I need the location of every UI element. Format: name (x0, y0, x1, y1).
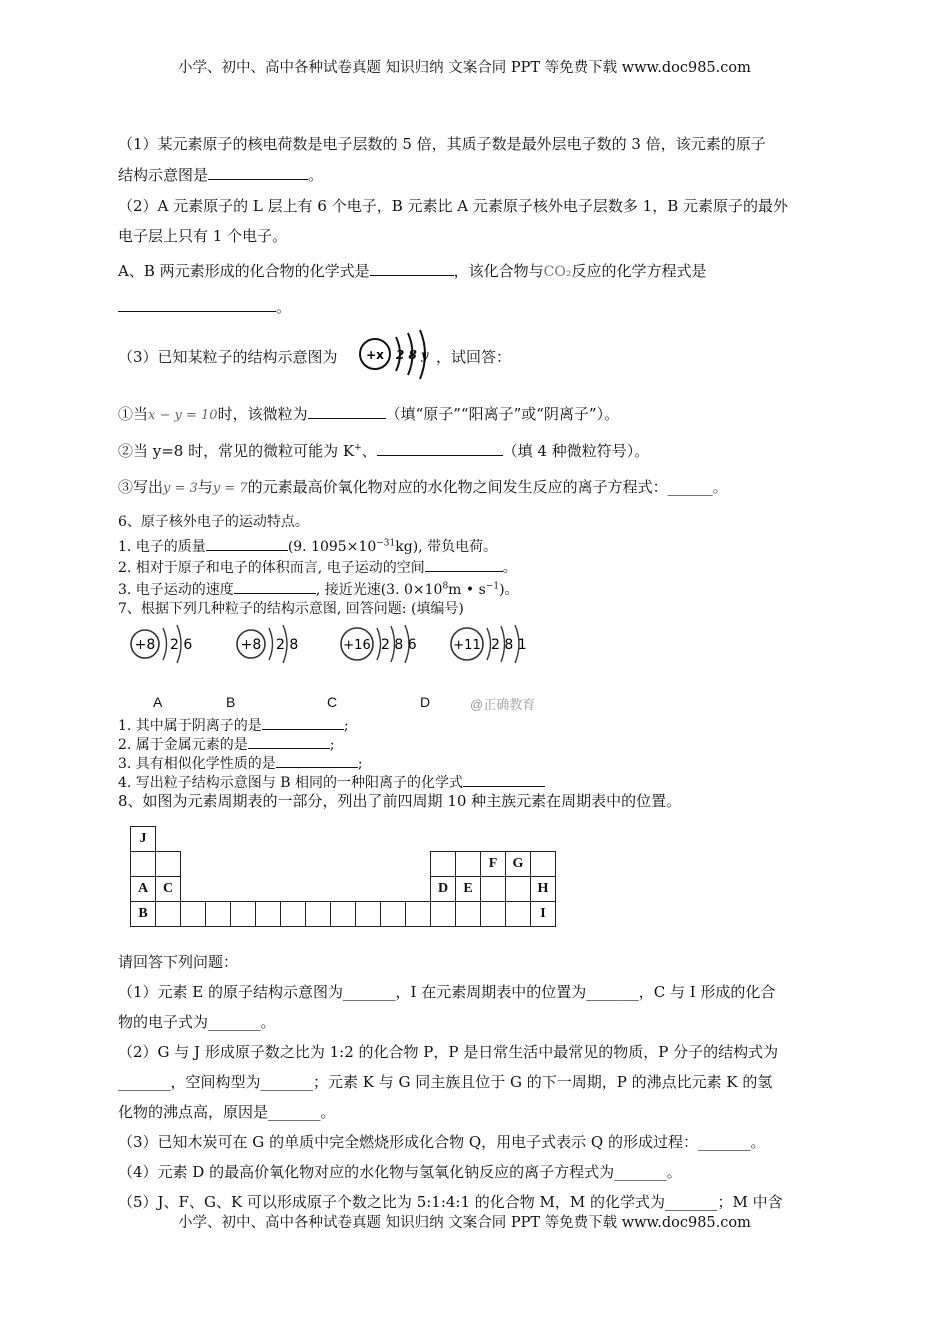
atom-diagram-d (445, 622, 535, 666)
q8-a1-line1: （1）元素 E 的原子结构示意图为_______，I 在元素周期表中的位置为_______，C 与 I 形成的化合 (118, 983, 776, 1001)
q6-line1 (118, 536, 497, 556)
q6-l3-post: )。 (499, 582, 519, 598)
answer-blank[interactable] (463, 772, 545, 787)
q8-a1-line2: 物的电子式为_______。 (118, 1013, 276, 1031)
q5-part3-intro: （3）已知某粒子的结构示意图为 (118, 348, 338, 366)
q7-line1 (118, 715, 349, 735)
q8-a2-line3: 化物的沸点高，原因是_______。 (118, 1103, 336, 1121)
answer-blank[interactable] (276, 753, 358, 768)
q5-part1-text: 结构示意图是 (118, 166, 209, 184)
q6-l1-post: kg), 带负电荷。 (395, 539, 498, 555)
pt-cell-g: G (506, 852, 531, 877)
pt-cell-d: D (431, 877, 456, 902)
q7-l1-text: 1. 其中属于阴离子的是 (118, 718, 262, 734)
q8-a5: （5）J、F、G、K 可以形成原子个数之比为 5:1:4:1 的化合物 M，M 的化学式为_______；M 中含 (118, 1193, 783, 1211)
answer-blank[interactable] (208, 165, 308, 180)
sub3-mid: 与 (197, 478, 213, 496)
shell-electrons: 2 8 y (395, 348, 429, 362)
q6-l3-mid: , 接近光速(3. 0×10 (315, 582, 443, 598)
sub2-lead: ②当 y=8 时，常见的微粒可能为 K (118, 442, 355, 460)
q6-title: 6、原子核外电子的运动特点。 (118, 514, 309, 530)
atom-diagram-a (125, 622, 200, 666)
atom-d-nucleus: +11 (453, 638, 481, 653)
q8-a2-line1: （2）G 与 J 形成原子数之比为 1:2 的化合物 P，P 是日常生活中最常见的物质，P 分子的结构式为 (118, 1043, 779, 1061)
pt-cell-f: F (481, 852, 506, 877)
q6-l3-sup1: 8 (442, 581, 449, 592)
q8-ask: 请回答下列问题： (118, 953, 239, 971)
q8-a3: （3）已知木炭可在 G 的单质中完全燃烧形成化合物 Q，用电子式表示 Q 的形成过程：_______。 (118, 1133, 766, 1151)
q6-line2 (118, 557, 517, 577)
q7-line2 (118, 734, 335, 754)
q5-sub2 (118, 441, 649, 460)
q5-part2-question: A、B 两元素形成的化合物的化学式是 (118, 262, 370, 280)
q6-l3-sup2: −1 (485, 581, 500, 592)
atom-diagram-c (335, 622, 425, 666)
pt-cell-h: H (531, 877, 556, 902)
answer-blank[interactable] (370, 261, 454, 276)
q5-part2-end: 。 (276, 298, 292, 316)
answer-blank[interactable] (425, 557, 503, 572)
co2-formula: CO₂ (543, 264, 572, 280)
sub2-mid: 、 (361, 442, 377, 460)
q6-l2-post: 。 (502, 560, 517, 576)
atom-label-a: A (153, 694, 163, 710)
atom-label-c: C (327, 694, 338, 710)
atom-c-shells: 2 8 6 (381, 637, 417, 653)
q5-part2-line1: （2）A 元素原子的 L 层上有 6 个电子，B 元素比 A 元素原子核外电子层数多 1，B 元素原子的最外 (118, 197, 788, 215)
q5-part3-prompt: ，试回答： (436, 348, 512, 366)
periodic-table-fragment (130, 826, 556, 927)
q6-l3-lead: 3. 电子运动的速度 (118, 582, 234, 598)
q6-l1-mid: (9. 1095×10 (287, 539, 377, 555)
q6-l3-mid2: m • s (448, 582, 486, 598)
q6-l1-lead: 1. 电子的质量 (118, 539, 206, 555)
q5-sub1 (118, 404, 619, 425)
q7-l2-text: 2. 属于金属元素的是 (118, 737, 248, 753)
page-footer: 小学、初中、高中各种试卷真题 知识归纳 文案合同 PPT 等免费下载 www.doc985.com (178, 1215, 751, 1231)
q8-a4: （4）元素 D 的最高价氧化物对应的水化物与氢氧化钠反应的离子方程式为_______。 (118, 1163, 682, 1181)
sub1-mid: 时，该微粒为 (217, 405, 308, 423)
atom-d-shells: 2 8 1 (491, 637, 527, 653)
answer-blank[interactable] (234, 579, 316, 594)
pt-cell-a: A (131, 877, 156, 902)
q8-a2-line2: _______，空间构型为_______；元素 K 与 G 同主族且位于 G 的下一周期，P 的沸点比元素 K 的氢 (118, 1073, 773, 1091)
atom-label-d: D (420, 694, 431, 710)
answer-blank[interactable] (308, 404, 386, 419)
sub1-formula: x − y = 10 (148, 408, 218, 423)
q7-line4 (118, 772, 545, 792)
q5-part1-end: 。 (308, 166, 324, 184)
sub1-lead: ①当 (118, 405, 149, 423)
atom-label-b: B (226, 694, 236, 710)
atom-b-nucleus: +8 (240, 637, 262, 653)
q6-line3 (118, 579, 519, 599)
pt-cell-c: C (156, 877, 181, 902)
q6-l1-sup: −31 (376, 538, 396, 549)
q7-l4-text: 4. 写出粒子结构示意图与 B 相同的一种阳离子的化学式 (118, 775, 463, 791)
pt-cell-e: E (456, 877, 481, 902)
particle-structure-diagram (356, 327, 436, 383)
q5-part2-line2: 电子层上只有 1 个电子。 (118, 227, 288, 245)
q7-title: 7、根据下列几种粒子的结构示意图, 回答问题: (填编号) (118, 601, 464, 617)
q5-sub3 (118, 478, 728, 498)
q5-part2-post: 反应的化学方程式是 (571, 262, 707, 280)
sub3-formula1: y = 3 (163, 481, 198, 496)
q5-part2-line3 (118, 261, 706, 281)
q8-title: 8、如图为元素周期表的一部分，列出了前四周期 10 种主族元素在周期表中的位置。 (118, 792, 682, 810)
pt-cell-j: J (131, 827, 156, 852)
watermark: @正确教育 (470, 697, 536, 712)
sub2-post: （填 4 种微粒符号）。 (502, 442, 650, 460)
q7-l1-end: ; (343, 718, 349, 734)
answer-blank[interactable] (262, 715, 344, 730)
q5-part2-line4 (118, 297, 291, 316)
atom-diagram-b (231, 622, 306, 666)
answer-blank[interactable] (206, 536, 288, 551)
sub1-post: （填“原子”“阳离子”或“阴离子”）。 (385, 405, 620, 423)
answer-blank[interactable] (248, 734, 330, 749)
q7-l3-text: 3. 具有相似化学性质的是 (118, 756, 276, 772)
answer-blank[interactable] (118, 297, 276, 312)
nucleus-charge: +x (366, 348, 384, 362)
sub3-lead: ③写出 (118, 478, 164, 496)
page-header: 小学、初中、高中各种试卷真题 知识归纳 文案合同 PPT 等免费下载 www.doc985.com (178, 60, 751, 76)
pt-cell-i: I (531, 902, 556, 927)
q5-part2-mid: ，该化合物与 (453, 262, 544, 280)
q5-part1-line2 (118, 165, 323, 184)
atom-a-nucleus: +8 (134, 637, 156, 653)
q6-l2-lead: 2. 相对于原子和电子的体积而言, 电子运动的空间 (118, 560, 425, 576)
q7-l2-end: ; (329, 737, 335, 753)
q5-part1-line1: （1）某元素原子的核电荷数是电子层数的 5 倍，其质子数是最外层电子数的 3 倍，该元素的原子 (118, 135, 766, 153)
sub2-sup: + (354, 443, 362, 453)
q7-line3 (118, 753, 363, 773)
atom-b-shells: 2 8 (276, 637, 299, 653)
pt-cell-b: B (131, 902, 156, 927)
q7-l3-end: ; (357, 756, 363, 772)
atom-a-shells: 2 6 (170, 637, 193, 653)
sub3-formula2: y = 7 (212, 481, 248, 496)
sub3-post: 的元素最高价氧化物对应的水化物之间发生反应的离子方程式：______。 (247, 478, 728, 496)
answer-blank[interactable] (377, 441, 503, 456)
atom-c-nucleus: +16 (343, 638, 371, 653)
